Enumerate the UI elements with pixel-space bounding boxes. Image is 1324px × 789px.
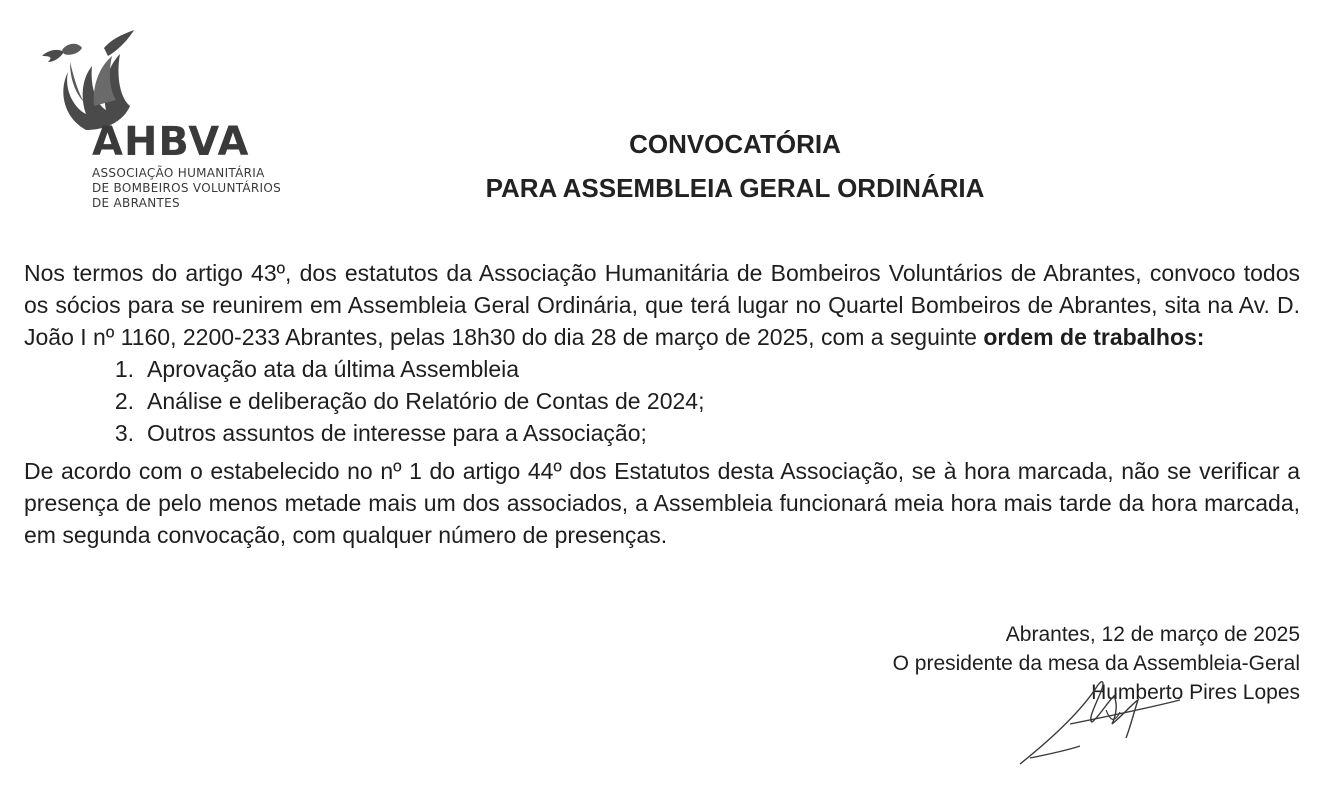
title-line-1: CONVOCATÓRIA (629, 129, 841, 159)
intro-text: Nos termos do artigo 43º, dos estatutos da Associação Humanitária de Bombeiros Voluntários de Abrantes, convoco todos os sócios para se reunirem em Assembleia Geral Ordinária, que terá lugar no Quartel Bombeiros de Abrantes, sita na Av. D. João I nº 1160, 2200-233 Abrantes, pelas 18h30 do dia 28 de março de 2025, com a seguinte (24, 260, 1300, 350)
title-line-2: PARA ASSEMBLEIA GERAL ORDINÁRIA (485, 173, 985, 203)
document-body (24, 257, 1300, 551)
handwritten-signature (1010, 660, 1200, 772)
place-date: Abrantes, 12 de março de 2025 (1005, 623, 1300, 646)
intro-paragraph (24, 257, 1300, 353)
logo-subtitle-line: DE ABRANTES (92, 196, 180, 210)
logo-subtitle-line: ASSOCIAÇÃO HUMANITÁRIA (92, 166, 265, 180)
agenda-item (24, 353, 1300, 385)
agenda-item-text: Outros assuntos de interesse para a Associação; (147, 420, 647, 446)
closing-paragraph: De acordo com o estabelecido no nº 1 do artigo 44º dos Estatutos desta Associação, se à hora marcada, não se verificar a presença de pelo menos metade mais um dos associados, a Assembleia funcionará meia hora mais tarde da hora marcada, em segunda convocação, com qualquer número de presenças. (24, 458, 1300, 548)
agenda-item-number: 3. (114, 420, 134, 446)
association-logo (34, 28, 324, 218)
signatory-role: O presidente da mesa da Assembleia-Geral (892, 652, 1300, 675)
flame-logo-icon (34, 28, 144, 132)
logo-subtitle (92, 166, 281, 211)
logo-subtitle-line: DE BOMBEIROS VOLUNTÁRIOS (92, 181, 282, 195)
agenda-item (24, 385, 1300, 417)
logo-abbreviation: AHBVA (92, 119, 250, 165)
agenda-item-number: 2. (114, 388, 134, 414)
agenda-item (24, 417, 1300, 449)
signatory-name: Humberto Pires Lopes (1091, 681, 1300, 704)
agenda-heading: ordem de trabalhos: (983, 324, 1205, 350)
document-title (420, 122, 1050, 210)
agenda-item-text: Aprovação ata da última Assembleia (147, 356, 520, 382)
agenda-list (24, 353, 1300, 449)
agenda-item-text: Análise e deliberação do Relatório de Contas de 2024; (147, 388, 705, 414)
agenda-item-number: 1. (114, 356, 134, 382)
